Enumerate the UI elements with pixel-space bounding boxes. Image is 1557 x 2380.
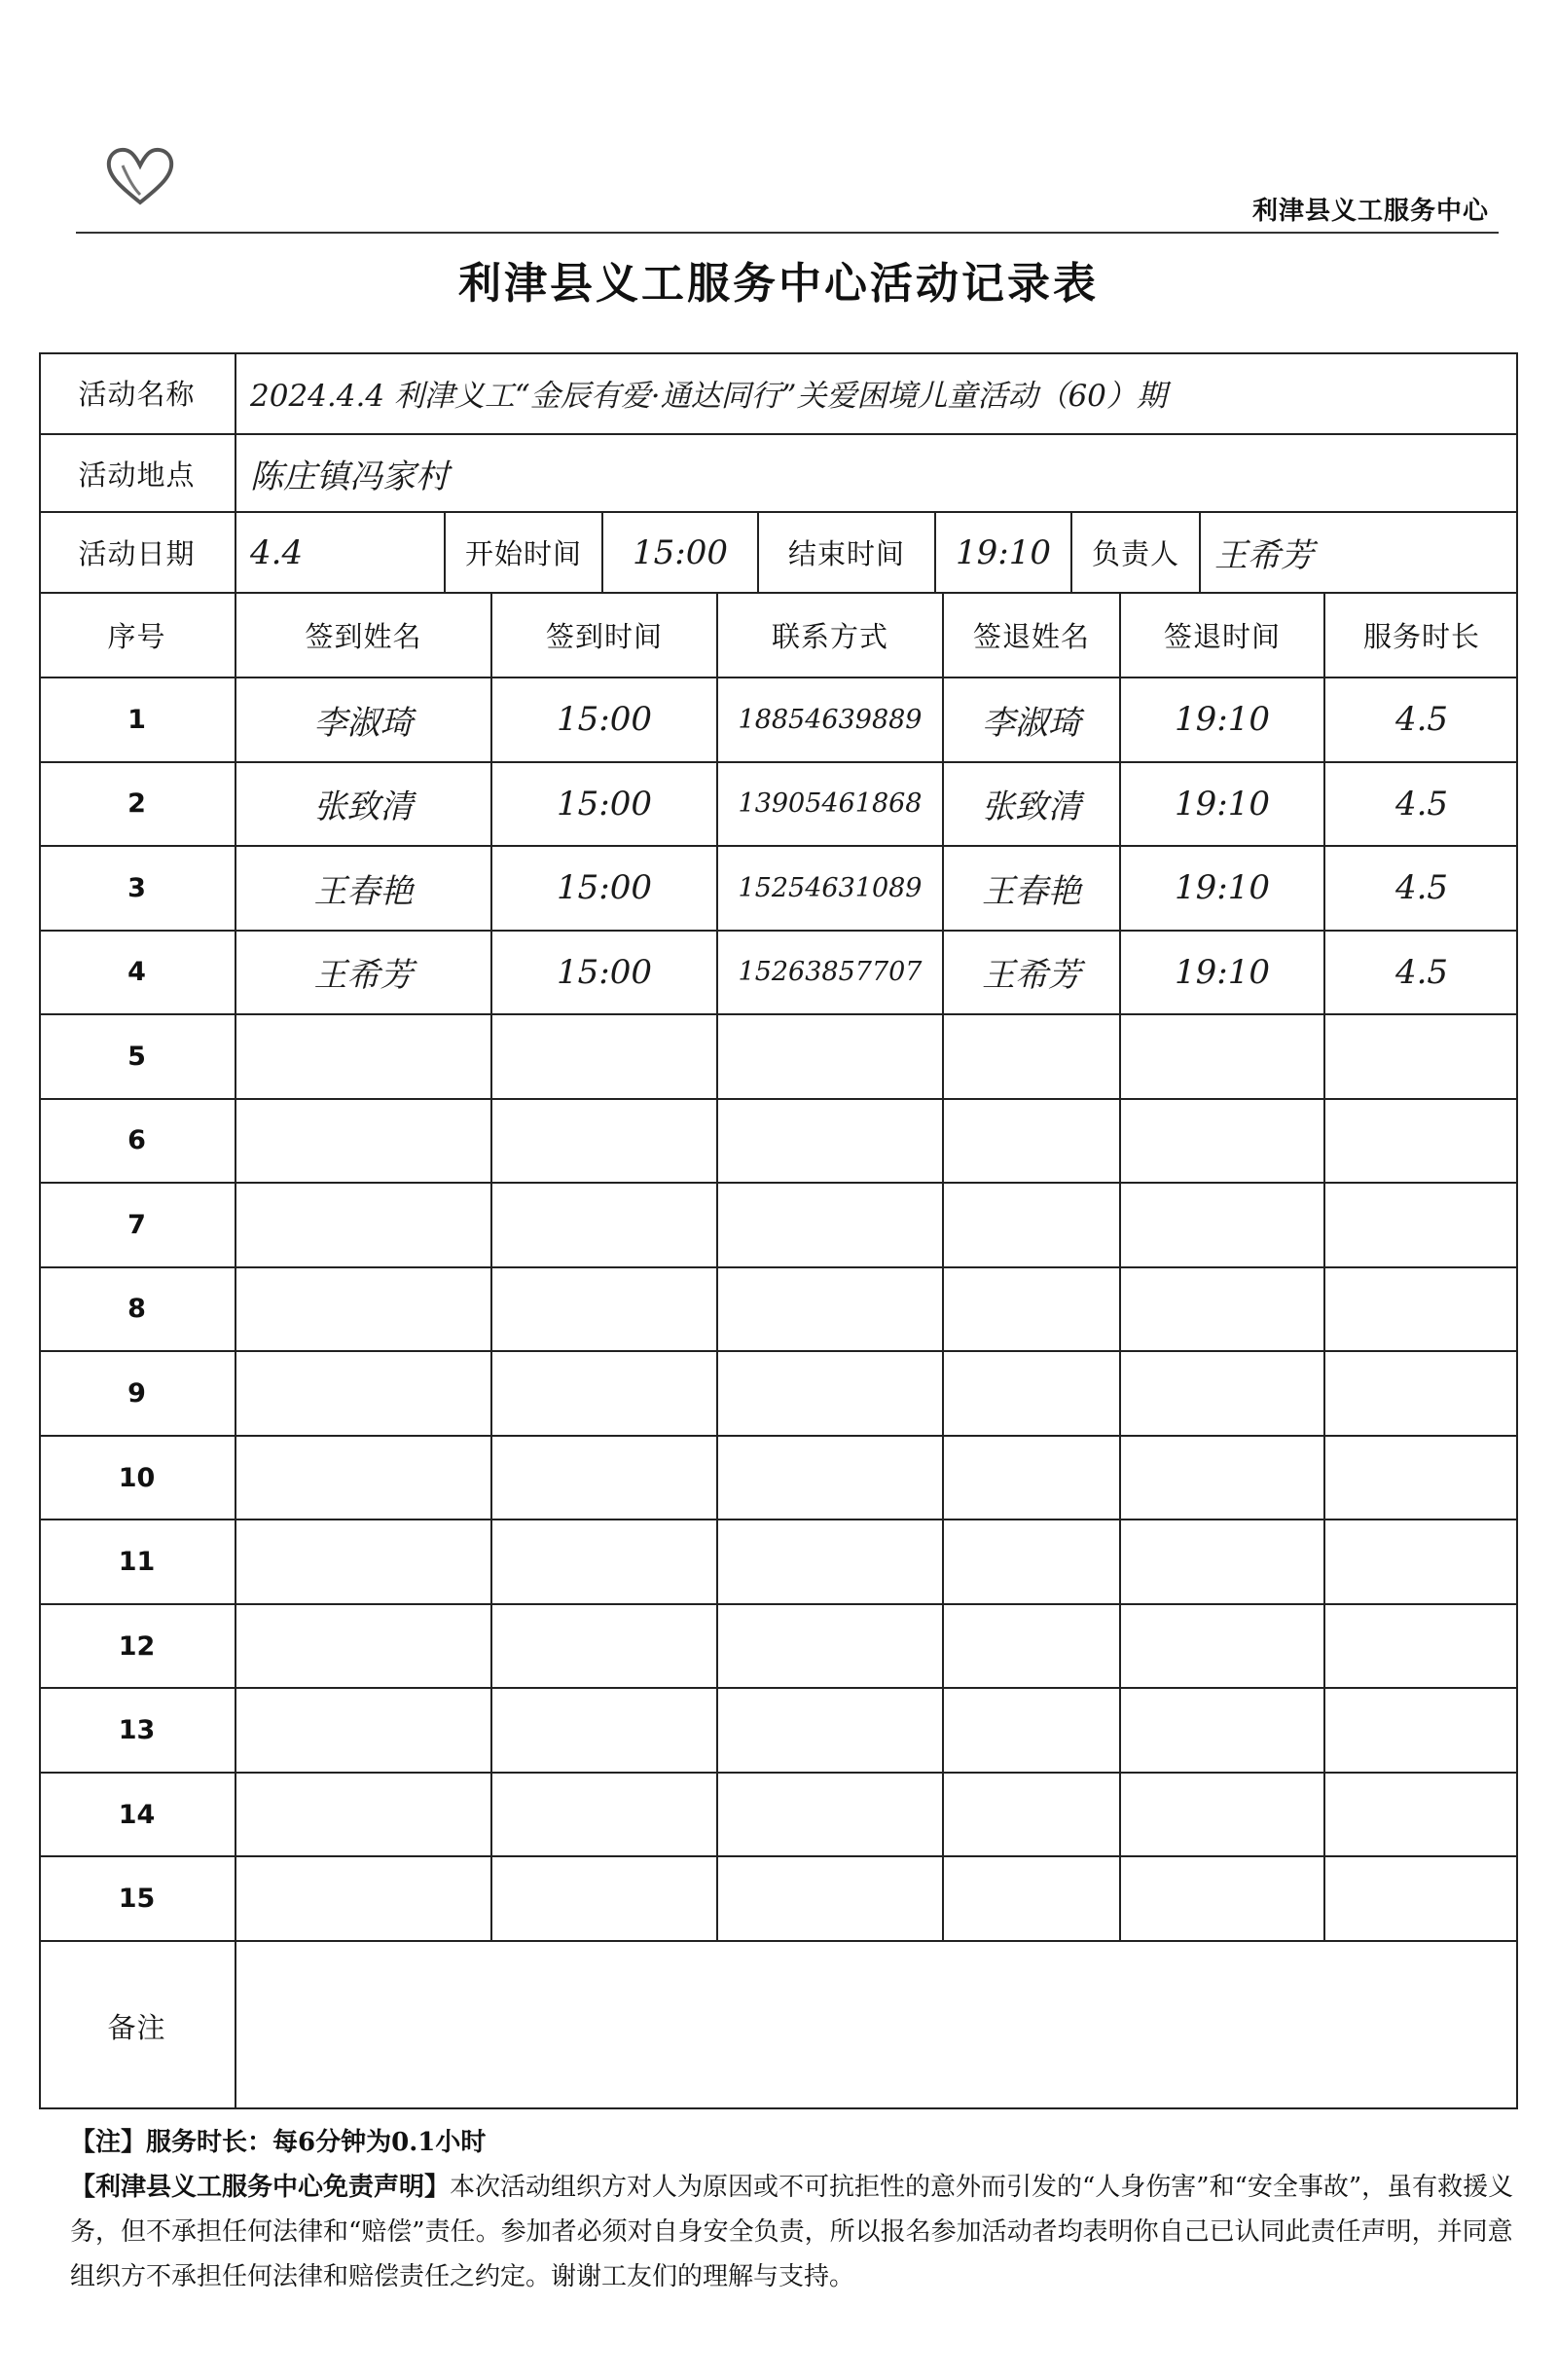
signin-time: 15:00	[492, 763, 718, 846]
table-row	[39, 678, 1518, 763]
signout-time	[1121, 1184, 1325, 1266]
service-hours	[1325, 1015, 1518, 1098]
signin-name	[236, 1689, 492, 1772]
contact-phone: 18854639889	[718, 678, 944, 761]
signin-name	[236, 1437, 492, 1520]
row-number: 5	[39, 1015, 236, 1098]
contact-phone	[718, 1437, 944, 1520]
signout-name	[944, 1268, 1121, 1351]
contact-phone	[718, 1857, 944, 1940]
signout-name: 张致清	[944, 763, 1121, 846]
signin-name: 李淑琦	[236, 678, 492, 761]
table-row	[39, 1184, 1518, 1268]
column-header-signout-name: 签退姓名	[944, 594, 1121, 677]
contact-phone: 13905461868	[718, 763, 944, 846]
contact-phone	[718, 1605, 944, 1688]
signin-name	[236, 1605, 492, 1688]
service-hours	[1325, 1520, 1518, 1603]
signin-name	[236, 1268, 492, 1351]
signin-name	[236, 1352, 492, 1435]
signout-time	[1121, 1689, 1325, 1772]
disclaimer-text: 本次活动组织方对人为原因或不可抗拒性的意外而引发的“人身伤害”和“安全事故”，虽有救援义务，但不承担任何法律和“赔偿”责任。参加者必须对自身安全负责，所以报名参加活动者均表明你自己已认同此责任声明，并同意组织方不承担任何法律和赔偿责任之约定。谢谢工友们的理解与支持。	[70, 2173, 1514, 2291]
signout-time: 19:10	[1121, 847, 1325, 930]
service-hours: 4.5	[1394, 868, 1449, 908]
service-hours: 4.5	[1394, 952, 1449, 992]
signin-time	[492, 1689, 718, 1772]
signin-time	[492, 1857, 718, 1940]
page-title: 利津县义工服务中心活动记录表	[458, 259, 1099, 309]
signout-name	[944, 1352, 1121, 1435]
row-number: 8	[39, 1268, 236, 1351]
row-number: 12	[39, 1605, 236, 1688]
signin-name: 王春艳	[236, 847, 492, 930]
table-row	[39, 1437, 1518, 1521]
signout-name	[944, 1437, 1121, 1520]
note-text: 服务时长：每6分钟为0.1小时	[146, 2128, 487, 2157]
end-time-label: 结束时间	[759, 513, 936, 592]
date-value: 4.4	[236, 513, 446, 592]
signin-time: 15:00	[492, 678, 718, 761]
start-time-label: 开始时间	[446, 513, 603, 592]
contact-phone	[718, 1184, 944, 1266]
column-header-row	[39, 594, 1518, 678]
service-hours	[1325, 1352, 1518, 1435]
contact-phone	[718, 1268, 944, 1351]
service-hours	[1325, 1268, 1518, 1351]
signin-name: 张致清	[236, 763, 492, 846]
remarks-value	[236, 1942, 1518, 2109]
signin-time	[492, 1352, 718, 1435]
contact-phone	[718, 1520, 944, 1603]
service-hours: 4.5	[1394, 784, 1449, 824]
row-number: 7	[39, 1184, 236, 1266]
table-row	[39, 1774, 1518, 1858]
signin-time	[492, 1268, 718, 1351]
row-number: 15	[39, 1857, 236, 1940]
signout-time: 19:10	[1121, 678, 1325, 761]
disclaimer-tag: 【利津县义工服务中心免责声明】	[70, 2173, 451, 2202]
activity-name-label: 活动名称	[39, 352, 236, 433]
contact-phone: 15263857707	[718, 932, 944, 1014]
contact-phone	[718, 1015, 944, 1098]
remarks-row	[39, 1942, 1518, 2109]
table-row	[39, 1520, 1518, 1605]
service-hours	[1325, 1857, 1518, 1940]
service-hours	[1325, 1184, 1518, 1266]
end-time-value: 19:10	[936, 513, 1072, 592]
signout-time	[1121, 1268, 1325, 1351]
signin-name	[236, 1100, 492, 1183]
signin-name	[236, 1774, 492, 1856]
signout-name	[944, 1184, 1121, 1266]
signin-name	[236, 1520, 492, 1603]
column-header-signin-time: 签到时间	[492, 594, 718, 677]
signin-time	[492, 1184, 718, 1266]
row-number: 9	[39, 1352, 236, 1435]
signin-time: 15:00	[492, 847, 718, 930]
signin-time	[492, 1015, 718, 1098]
note-tag: 【注】	[70, 2128, 147, 2157]
table-row	[39, 1605, 1518, 1690]
signin-name: 王希芳	[236, 932, 492, 1014]
table-row	[39, 1857, 1518, 1942]
service-hours	[1325, 1437, 1518, 1520]
table-row	[39, 1689, 1518, 1774]
row-number: 2	[39, 763, 236, 846]
signin-name	[236, 1015, 492, 1098]
signout-name	[944, 1100, 1121, 1183]
row-number: 13	[39, 1689, 236, 1772]
service-hours	[1325, 1100, 1518, 1183]
date-label: 活动日期	[39, 513, 236, 592]
row-number: 11	[39, 1520, 236, 1603]
contact-phone	[718, 1100, 944, 1183]
signin-name	[236, 1857, 492, 1940]
location-label: 活动地点	[39, 435, 236, 511]
column-header-no: 序号	[39, 594, 236, 677]
heart-logo-icon	[101, 136, 179, 214]
signout-name: 李淑琦	[944, 678, 1121, 761]
row-number: 14	[39, 1774, 236, 1856]
row-number: 1	[39, 678, 236, 761]
signout-time: 19:10	[1121, 763, 1325, 846]
signout-time: 19:10	[1121, 932, 1325, 1014]
date-row	[39, 513, 1518, 594]
signout-time	[1121, 1774, 1325, 1856]
column-header-contact: 联系方式	[718, 594, 944, 677]
contact-phone: 15254631089	[718, 847, 944, 930]
table-row	[39, 1100, 1518, 1185]
table-row	[39, 932, 1518, 1016]
signin-time	[492, 1437, 718, 1520]
service-hours: 4.5	[1394, 700, 1449, 740]
signin-name	[236, 1184, 492, 1266]
start-time-value: 15:00	[603, 513, 759, 592]
activity-name-row	[39, 352, 1518, 435]
column-header-signin-name: 签到姓名	[236, 594, 492, 677]
service-hours	[1325, 1689, 1518, 1772]
signout-time	[1121, 1605, 1325, 1688]
signout-name	[944, 1857, 1121, 1940]
signout-name	[944, 1605, 1121, 1688]
disclaimer	[70, 2165, 1518, 2299]
signout-time	[1121, 1015, 1325, 1098]
signout-time	[1121, 1100, 1325, 1183]
leader-label: 负责人	[1072, 513, 1201, 592]
table-row	[39, 1015, 1518, 1100]
table-row	[39, 763, 1518, 848]
signout-name: 王希芳	[944, 932, 1121, 1014]
signin-time	[492, 1605, 718, 1688]
signout-time	[1121, 1857, 1325, 1940]
column-header-hours: 服务时长	[1362, 620, 1480, 653]
contact-phone	[718, 1352, 944, 1435]
service-hours	[1325, 1605, 1518, 1688]
service-hours-note	[70, 2120, 1518, 2165]
row-number: 10	[39, 1437, 236, 1520]
row-number: 3	[39, 847, 236, 930]
row-number: 6	[39, 1100, 236, 1183]
table-row	[39, 1268, 1518, 1353]
activity-name-value: 2024.4.4 利津义工“金辰有爱·通达同行”关爱困境儿童活动（60）期	[250, 379, 1167, 414]
remarks-label: 备注	[39, 1942, 236, 2109]
signout-time	[1121, 1437, 1325, 1520]
location-row	[39, 435, 1518, 513]
signout-name	[944, 1520, 1121, 1603]
signout-name	[944, 1689, 1121, 1772]
signout-time	[1121, 1352, 1325, 1435]
contact-phone	[718, 1689, 944, 1772]
footer-notes	[70, 2120, 1518, 2299]
row-number: 4	[39, 932, 236, 1014]
service-hours	[1325, 1774, 1518, 1856]
signout-time	[1121, 1520, 1325, 1603]
table-row	[39, 847, 1518, 932]
column-header-signout-time: 签退时间	[1121, 594, 1325, 677]
leader-value: 王希芳	[1214, 536, 1314, 575]
header-divider	[76, 232, 1499, 234]
signin-time: 15:00	[492, 932, 718, 1014]
org-name: 利津县义工服务中心	[1251, 197, 1489, 226]
contact-phone	[718, 1774, 944, 1856]
signout-name	[944, 1774, 1121, 1856]
signin-time	[492, 1100, 718, 1183]
signin-time	[492, 1774, 718, 1856]
signout-name	[944, 1015, 1121, 1098]
location-value: 陈庄镇冯家村	[250, 457, 449, 496]
signin-time	[492, 1520, 718, 1603]
signout-name: 王春艳	[944, 847, 1121, 930]
table-row	[39, 1352, 1518, 1437]
